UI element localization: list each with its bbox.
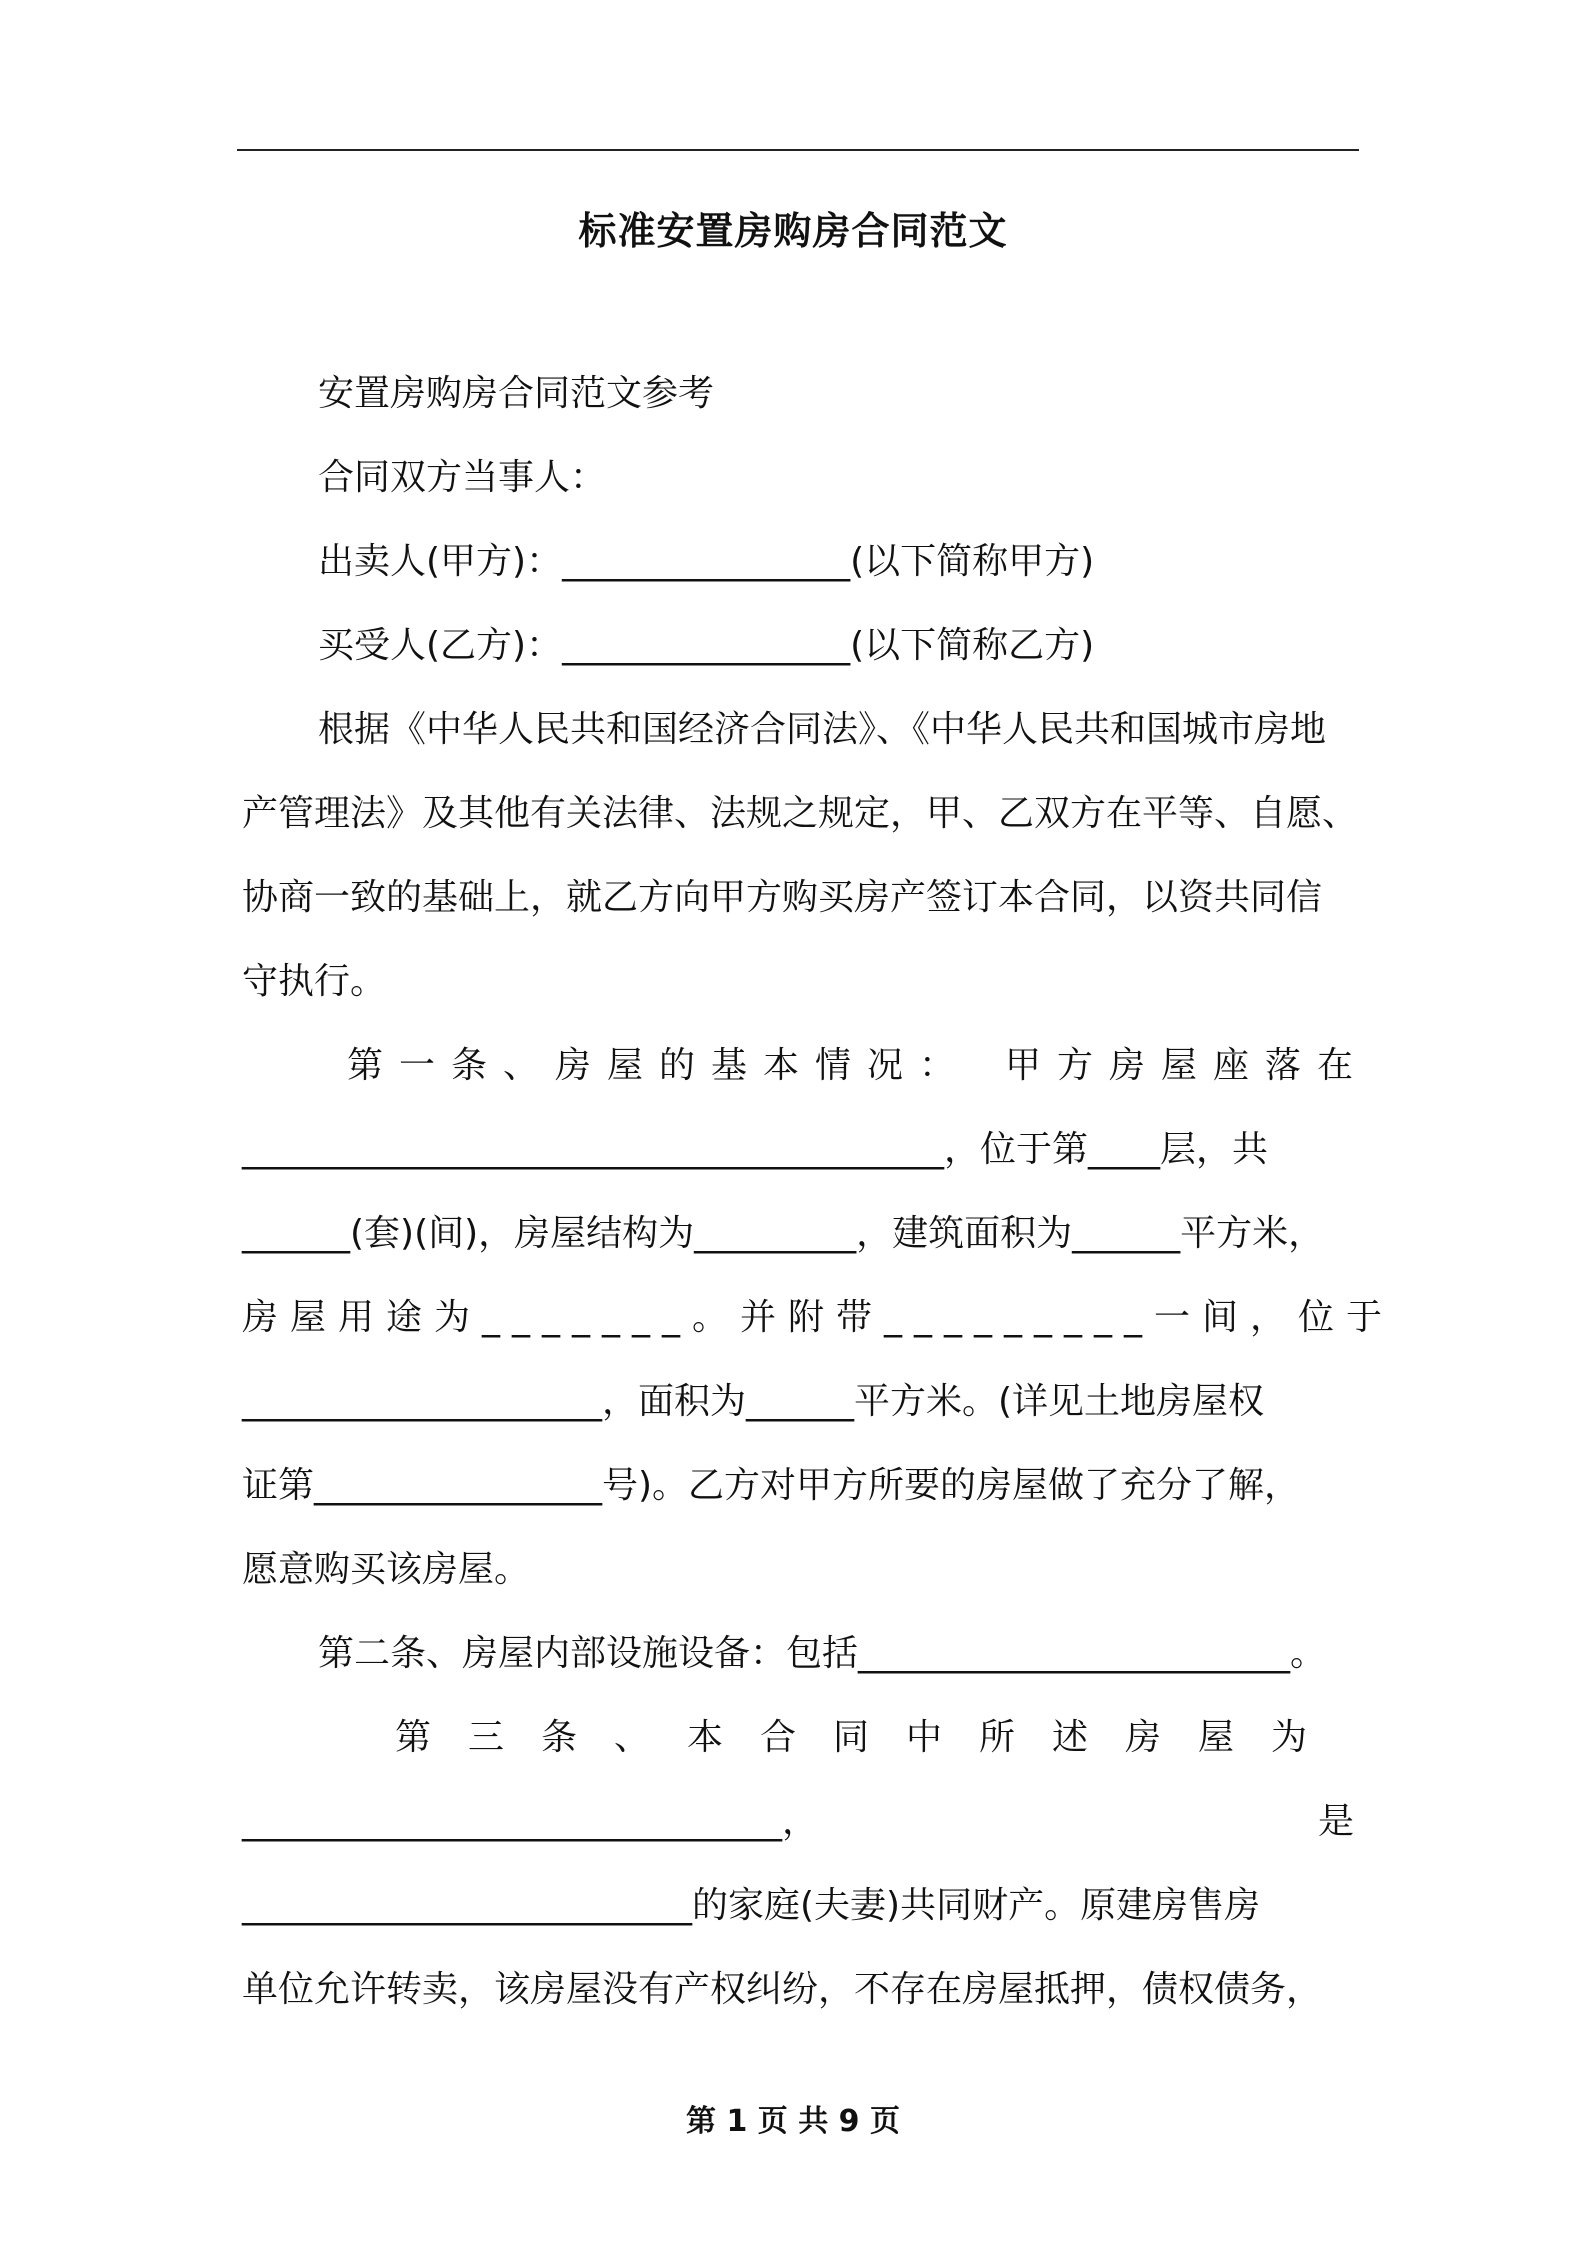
article-1-line-4: 房屋用途为_______。并附带_________一间，位于 <box>242 1297 1395 1338</box>
article-3-line-1: 第三条、本合同中所述房屋为 <box>395 1717 1345 1758</box>
buyer-line: 买受人(乙方)：________________(以下简称乙方) <box>318 625 1095 666</box>
article-3-line-2 <box>242 1798 1354 1846</box>
article-1-line-7: 愿意购买该房屋。 <box>242 1549 531 1590</box>
basis-paragraph-line-1: 根据《中华人民共和国经济合同法》、《中华人民共和国城市房地 <box>318 709 1327 750</box>
document-title: 标准安置房购房合同范文 <box>578 209 1008 253</box>
article-2: 第二条、房屋内部设施设备：包括________________________。 <box>318 1633 1327 1674</box>
subtitle-paragraph: 安置房购房合同范文参考 <box>318 373 715 414</box>
article-3-line-3: _________________________的家庭(夫妻)共同财产。原建房售房 <box>242 1885 1261 1926</box>
article-1-line-2: _______________________________________，位于第____层，共 <box>242 1129 1269 1170</box>
article-3-line-2-blank: ______________________________， <box>242 1801 818 1842</box>
article-1-line-3: ______(套)(间)，房屋结构为_________，建筑面积为______平方米， <box>242 1213 1325 1254</box>
article-3-line-4: 单位允许转卖，该房屋没有产权纠纷，不存在房屋抵押，债权债务， <box>242 1969 1323 2010</box>
header-rule <box>237 149 1359 151</box>
parties-heading: 合同双方当事人： <box>318 457 607 498</box>
basis-paragraph-line-3: 协商一致的基础上，就乙方向甲方购买房产签订本合同，以资共同信 <box>242 877 1323 918</box>
article-1-line-6: 证第________________号)。乙方对甲方所要的房屋做了充分了解， <box>242 1465 1301 1506</box>
seller-line: 出卖人(甲方)：________________(以下简称甲方) <box>318 541 1095 582</box>
article-1-line-1: 第一条、房屋的基本情况： 甲方房屋座落在 <box>347 1045 1370 1086</box>
basis-paragraph-line-2: 产管理法》及其他有关法律、法规之规定，甲、乙双方在平等、自愿、 <box>242 793 1359 834</box>
page-indicator: 第 1 页 共 9 页 <box>686 2104 900 2139</box>
basis-paragraph-line-4: 守执行。 <box>242 961 387 1002</box>
article-3-line-2-end: 是 <box>1317 1801 1354 1842</box>
article-1-line-5: ____________________，面积为______平方米。(详见土地房屋权 <box>242 1381 1265 1422</box>
